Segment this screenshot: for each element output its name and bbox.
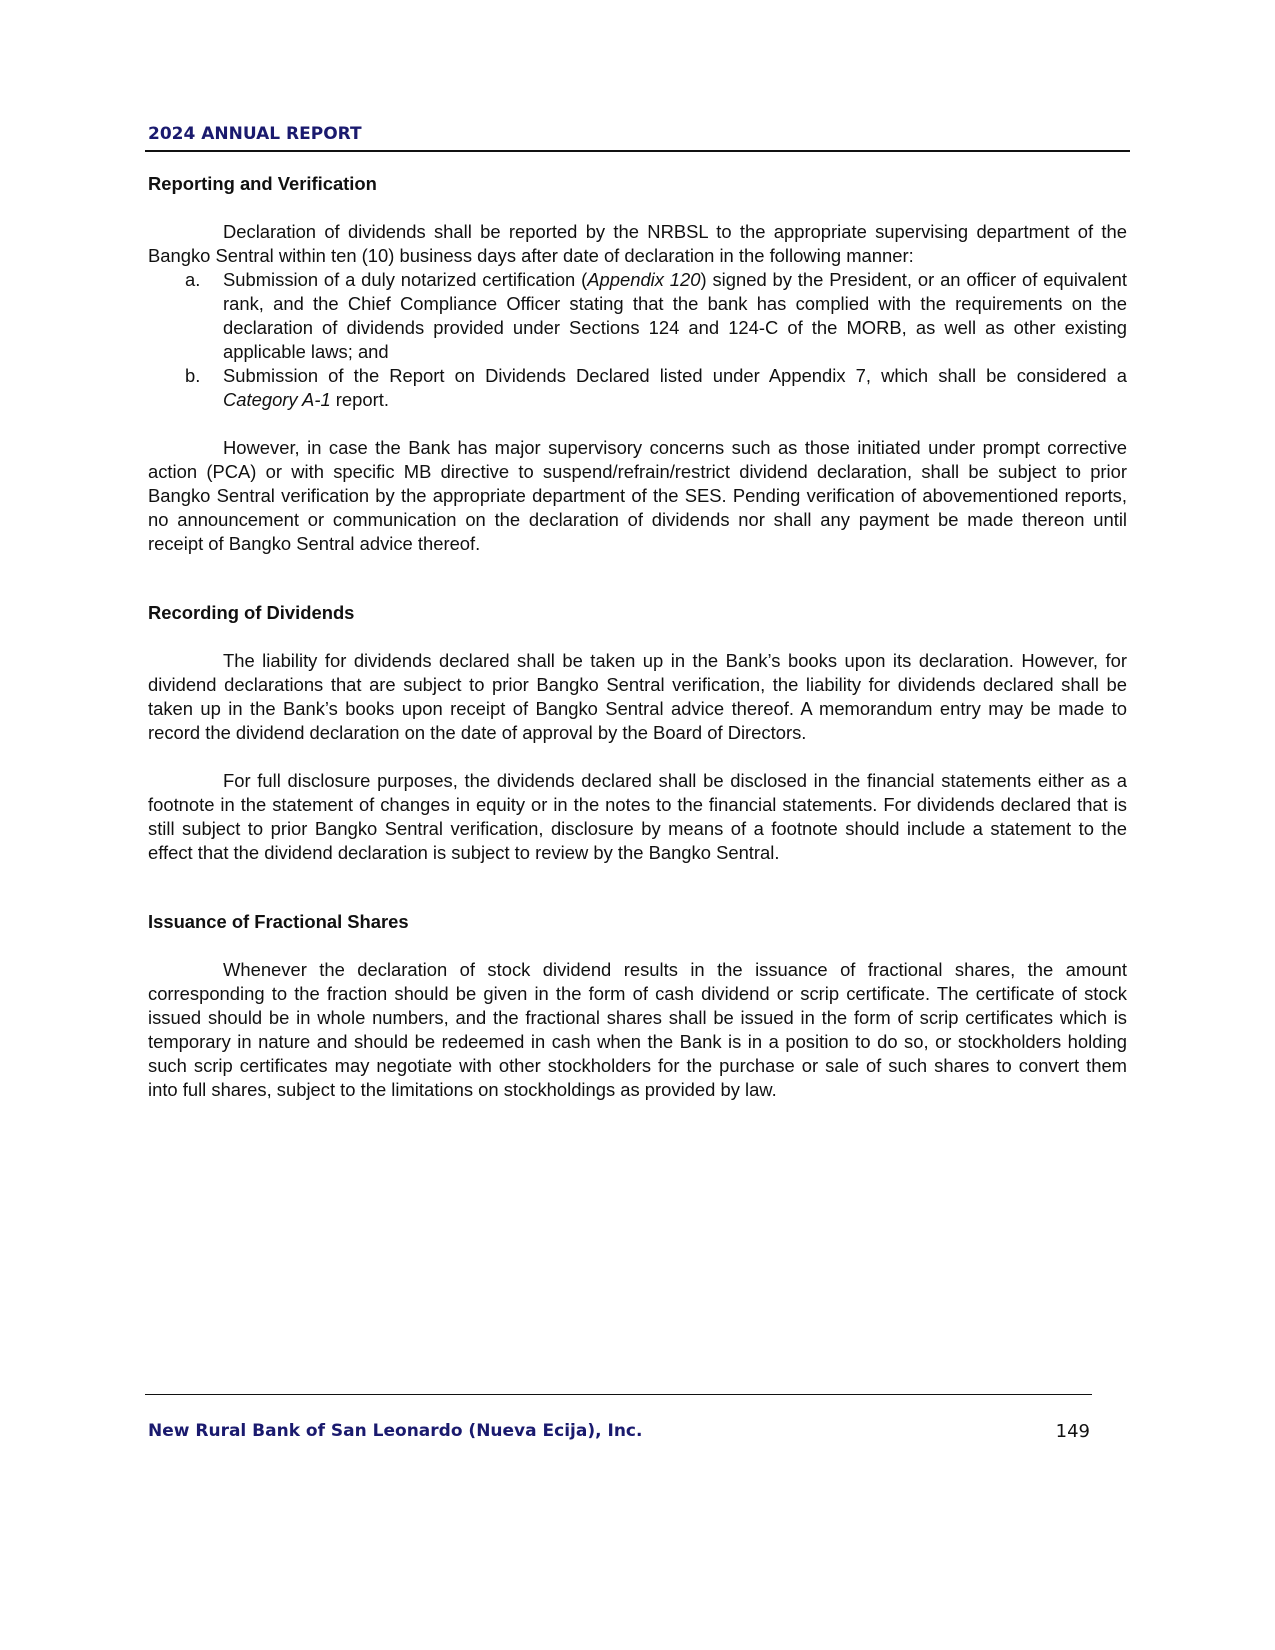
paragraph-fractional-shares: Whenever the declaration of stock dividend results in the issuance of fractional shares, the amount corresponding to the fraction should be given in the form of cash dividend or scrip certificate. The certificate of stock issued should be in whole numbers, and the fractional shares shall be issued in the form of scrip certificates which is temporary in nature and should be redeemed in cash when the Bank is in a position to do so, or stockholders holding such scrip certificates may negotiate with other stockholders for the purchase or sale of such shares to convert them into full shares, subject to the limitations on stockholdings as provided by law. [148, 959, 1127, 1100]
page-body [148, 172, 1127, 1102]
report-header-title: 2024 ANNUAL REPORT [148, 124, 362, 144]
header-divider [145, 150, 1130, 152]
page-number: 149 [1055, 1421, 1090, 1442]
list-item: a. Submission of a duly notarized certification (Appendix 120) signed by the President, or an officer of equivalent rank, and the Chief Compliance Officer stating that the bank has complied with the requirements on the declaration of dividends provided under Sections 124 and 124-C of the MORB, as well as other existing applicable laws; and [185, 269, 1128, 362]
list-marker: a. [185, 269, 201, 290]
footer-divider [145, 1394, 1092, 1395]
paragraph-disclosure: For full disclosure purposes, the dividends declared shall be disclosed in the financial statements either as a footnote in the statement of changes in equity or in the notes to the financial statements. For dividends declared that is still subject to prior Bangko Sentral verification, disclosure by means of a footnote should include a statement to the effect that the dividend declaration is subject to review by the Bangko Sentral. [148, 770, 1127, 863]
list-item: b. Submission of the Report on Dividends Declared listed under Appendix 7, which shall be considered a Category A-1 report. [185, 365, 1127, 410]
paragraph-liability: The liability for dividends declared shall be taken up in the Bank’s books upon its declaration. However, for dividend declarations that are subject to prior Bangko Sentral verification, the liability for dividends declared shall be taken up in the Bank’s books upon receipt of Bangko Sentral advice thereof. A memorandum entry may be made to record the dividend declaration on the date of approval by the Board of Directors. [148, 650, 1127, 743]
paragraph-supervisory-concerns: However, in case the Bank has major supervisory concerns such as those initiated under prompt corrective action (PCA) or with specific MB directive to suspend/refrain/restrict dividend declaration, shall be subject to prior Bangko Sentral verification by the appropriate department of the SES. Pending verification of abovementioned reports, no announcement or communication on the declaration of dividends nor shall any payment be made thereon until receipt of Bangko Sentral advice thereof. [148, 437, 1127, 554]
section-heading-fractional-shares: Issuance of Fractional Shares [148, 911, 409, 932]
italic-reference: Appendix 120 [587, 269, 701, 290]
list-marker: b. [185, 365, 201, 386]
section-heading-reporting-verification: Reporting and Verification [148, 173, 377, 194]
footer-company-name: New Rural Bank of San Leonardo (Nueva Ecija), Inc. [148, 1421, 643, 1441]
paragraph-declaration-intro: Declaration of dividends shall be reported by the NRBSL to the appropriate supervising department of the Bangko Sentral within ten (10) business days after date of declaration in the following manner: [148, 221, 1127, 266]
italic-reference: Category A-1 [223, 389, 331, 410]
reporting-requirements-list [148, 268, 1127, 412]
section-heading-recording-dividends: Recording of Dividends [148, 602, 355, 623]
